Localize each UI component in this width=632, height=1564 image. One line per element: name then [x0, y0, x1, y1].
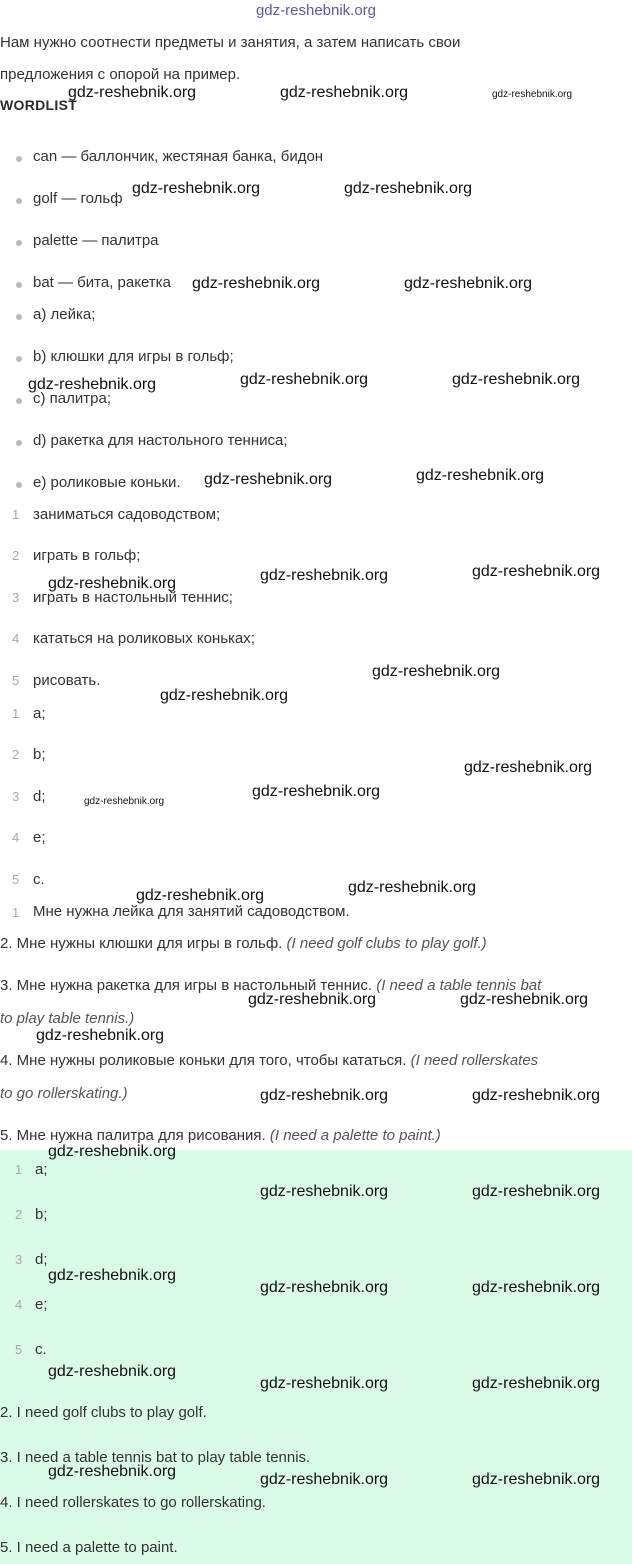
bullet-icon: [16, 198, 22, 204]
list-number: 3: [12, 789, 20, 804]
list-number: 1: [12, 706, 20, 721]
list-item: d;: [35, 1251, 48, 1268]
list-item: b;: [35, 1206, 48, 1223]
watermark: gdz-reshebnik.org: [48, 1463, 177, 1480]
site-header[interactable]: gdz-reshebnik.org: [255, 2, 377, 19]
watermark: gdz-reshebnik.org: [460, 991, 589, 1008]
wordlist-item: can — баллончик, жестяная банка, бидон: [33, 148, 324, 165]
bullet-icon: [16, 440, 22, 446]
watermark: gdz-reshebnik.org: [472, 563, 601, 580]
watermark: gdz-reshebnik.org: [260, 1471, 389, 1488]
list-number: 5: [12, 872, 20, 887]
watermark: gdz-reshebnik.org: [348, 879, 477, 896]
green-sentence: 3. I need a table tennis bat to play table tennis.: [0, 1449, 311, 1466]
list-item: c) палитра;: [33, 390, 111, 407]
bullet-icon: [16, 240, 22, 246]
watermark: gdz-reshebnik.org: [472, 1183, 601, 1200]
watermark: gdz-reshebnik.org: [492, 89, 573, 100]
watermark: gdz-reshebnik.org: [204, 471, 333, 488]
watermark: gdz-reshebnik.org: [452, 371, 581, 388]
bullet-icon: [16, 482, 22, 488]
bullet-icon: [16, 314, 22, 320]
watermark: gdz-reshebnik.org: [136, 887, 265, 904]
list-item: c.: [35, 1341, 47, 1358]
list-item: b;: [33, 746, 46, 763]
list-number: 5: [12, 673, 20, 688]
sentence-ru: 5. Мне нужна палитра для рисования.: [0, 1127, 266, 1144]
sentence-ru: 3. Мне нужна ракетка для игры в настольный теннис.: [0, 977, 373, 994]
watermark: gdz-reshebnik.org: [404, 275, 533, 292]
watermark: gdz-reshebnik.org: [28, 376, 157, 393]
intro-line-1: Нам нужно соотнести предметы и занятия, а затем написать свои: [0, 34, 461, 51]
watermark: gdz-reshebnik.org: [48, 575, 177, 592]
list-item: заниматься садоводством;: [33, 506, 221, 523]
watermark: gdz-reshebnik.org: [160, 687, 289, 704]
list-item: d) ракетка для настольного тенниса;: [33, 432, 288, 449]
watermark: gdz-reshebnik.org: [84, 796, 165, 807]
watermark: gdz-reshebnik.org: [68, 84, 197, 101]
list-item: играть в гольф;: [33, 547, 141, 564]
list-item: c.: [33, 871, 45, 888]
sentence-1: Мне нужна лейка для занятий садоводством.: [33, 903, 350, 920]
sentence-4-continued: to go rollerskating.): [0, 1085, 128, 1102]
watermark: gdz-reshebnik.org: [260, 1087, 389, 1104]
watermark: gdz-reshebnik.org: [48, 1363, 177, 1380]
list-number: 1: [15, 1162, 23, 1177]
sentence-3: [0, 977, 541, 994]
sentence-en: (I need a table tennis bat: [376, 977, 542, 994]
sentence-5: [0, 1127, 441, 1144]
sentence-2: [0, 935, 487, 952]
watermark: gdz-reshebnik.org: [36, 1027, 165, 1044]
watermark: gdz-reshebnik.org: [280, 84, 409, 101]
list-item: e) роликовые коньки.: [33, 474, 181, 491]
list-item: b) клюшки для игры в гольф;: [33, 348, 234, 365]
wordlist-item: bat — бита, ракетка: [33, 274, 171, 291]
bullet-icon: [16, 282, 22, 288]
sentence-en: (I need golf clubs to play golf.): [286, 935, 487, 952]
watermark: gdz-reshebnik.org: [472, 1375, 601, 1392]
watermark: gdz-reshebnik.org: [472, 1471, 601, 1488]
watermark: gdz-reshebnik.org: [192, 275, 321, 292]
list-number: 4: [12, 631, 20, 646]
watermark: gdz-reshebnik.org: [260, 567, 389, 584]
sentence-en: (I need rollerskates: [410, 1052, 539, 1069]
list-number: 3: [15, 1252, 23, 1267]
watermark: gdz-reshebnik.org: [48, 1143, 177, 1160]
watermark: gdz-reshebnik.org: [472, 1279, 601, 1296]
bullet-icon: [16, 156, 22, 162]
list-item: d;: [33, 788, 46, 805]
watermark: gdz-reshebnik.org: [252, 783, 381, 800]
intro-line-2: предложения с опорой на пример.: [0, 66, 241, 83]
sentence-ru: 4. Мне нужны роликовые коньки для того, чтобы кататься.: [0, 1052, 407, 1069]
list-item: a) лейка;: [33, 306, 96, 323]
watermark: gdz-reshebnik.org: [260, 1183, 389, 1200]
list-item: играть в настольный теннис;: [33, 589, 233, 606]
watermark: gdz-reshebnik.org: [260, 1279, 389, 1296]
list-number: 1: [12, 507, 20, 522]
watermark: gdz-reshebnik.org: [416, 467, 545, 484]
list-item: a;: [33, 705, 46, 722]
watermark: gdz-reshebnik.org: [372, 663, 501, 680]
list-number: 2: [12, 747, 20, 762]
list-number: 4: [15, 1297, 23, 1312]
list-number: 4: [12, 830, 20, 845]
green-sentence: 5. I need a palette to paint.: [0, 1539, 178, 1556]
list-number: 2: [15, 1207, 23, 1222]
watermark: gdz-reshebnik.org: [248, 991, 377, 1008]
watermark: gdz-reshebnik.org: [48, 1267, 177, 1284]
wordlist-heading: WORDLIST: [0, 97, 78, 113]
sentence-en: (I need a palette to paint.): [269, 1127, 441, 1144]
list-item: e;: [35, 1296, 48, 1313]
bullet-icon: [16, 398, 22, 404]
sentence-3-continued: to play table tennis.): [0, 1010, 135, 1027]
wordlist-item: palette — палитра: [33, 232, 159, 249]
list-number: 3: [12, 590, 20, 605]
watermark: gdz-reshebnik.org: [240, 371, 369, 388]
list-item: e;: [33, 829, 46, 846]
watermark: gdz-reshebnik.org: [464, 759, 593, 776]
list-item: рисовать.: [33, 672, 101, 689]
list-number: 5: [15, 1342, 23, 1357]
wordlist-item: golf — гольф: [33, 190, 123, 207]
list-number: 1: [12, 905, 20, 920]
bullet-icon: [16, 356, 22, 362]
list-item: a;: [35, 1161, 48, 1178]
green-sentence: 4. I need rollerskates to go rollerskating.: [0, 1494, 266, 1511]
green-sentence: 2. I need golf clubs to play golf.: [0, 1404, 207, 1421]
watermark: gdz-reshebnik.org: [472, 1087, 601, 1104]
sentence-ru: 2. Мне нужны клюшки для игры в гольф.: [0, 935, 283, 952]
watermark: gdz-reshebnik.org: [344, 180, 473, 197]
sentence-4: [0, 1052, 538, 1069]
watermark: gdz-reshebnik.org: [132, 180, 261, 197]
watermark: gdz-reshebnik.org: [260, 1375, 389, 1392]
list-number: 2: [12, 548, 20, 563]
list-item: кататься на роликовых коньках;: [33, 630, 255, 647]
